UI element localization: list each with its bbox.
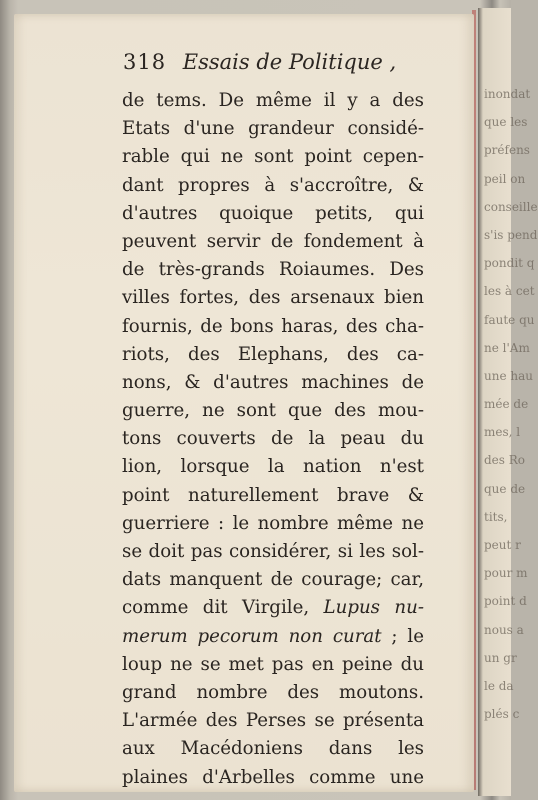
text-line: de très-grands Roiaumes. Des <box>122 259 424 281</box>
text-line: point naturellement brave & <box>122 484 424 506</box>
facing-page-fragment: que les <box>484 115 528 130</box>
facing-page-fragment: pour m <box>484 566 528 581</box>
text-line <box>122 594 424 622</box>
facing-page-fragment: inondat <box>484 87 531 101</box>
text-line: plaines d'Arbelles comme une <box>122 766 424 788</box>
facing-page-fragment: nous a <box>484 622 524 637</box>
facing-page-text <box>484 80 538 728</box>
facing-page-fragment: conseille <box>484 199 538 214</box>
text-line <box>122 623 424 651</box>
facing-page-fragment: s'is pend <box>484 227 538 242</box>
text-line: lion, lorsque la nation n'est <box>122 456 424 478</box>
facing-page-fragment: ne l'Am <box>484 340 530 355</box>
facing-page-fragment: le da <box>484 678 514 693</box>
body-text <box>122 87 424 792</box>
text-line: tons couverts de la peau du <box>122 428 424 450</box>
facing-page-fragment: peut r <box>484 538 521 552</box>
text-line: d'autres quoique petits, qui <box>122 202 424 224</box>
facing-page-fragment: faute qu <box>484 312 535 327</box>
text-line: loup ne se met pas en peine du <box>122 653 424 675</box>
facing-page-fragment: les à cet <box>484 284 535 299</box>
text-line: L'armée des Perses se présenta <box>122 710 424 732</box>
text-line: guerriere : le nombre même ne <box>122 512 424 534</box>
latin-quote: Lupus nu- <box>323 597 424 619</box>
facing-page-fragment: que de <box>484 481 526 496</box>
facing-page-fragment: des Ro <box>484 453 526 468</box>
text-line: Etats d'une grandeur considé- <box>122 118 424 140</box>
text-line: guerre, ne sont que des mou- <box>122 400 424 422</box>
text-line: dant propres à s'accroître, & <box>122 174 424 196</box>
text-line: se doit pas considérer, si les sol- <box>122 541 424 562</box>
page-header <box>123 50 396 74</box>
text-line: fournis, de bons haras, des cha- <box>122 315 424 337</box>
facing-page-fragment: mée de <box>484 397 529 412</box>
facing-page-fragment: peil on <box>484 171 526 186</box>
text-span: comme dit Virgile, <box>122 597 324 619</box>
facing-page-fragment: une hau <box>484 368 533 383</box>
text-line: villes fortes, des arsenaux bien <box>122 287 424 309</box>
text-line: grand nombre des moutons. <box>122 681 424 703</box>
text-line: rable qui ne sont point cepen- <box>122 146 424 168</box>
text-line: peuvent servir de fondement à <box>122 230 424 252</box>
facing-page-fragment: point d <box>484 594 527 609</box>
facing-page-fragment: mes, l <box>484 425 521 440</box>
running-title: Essais de Politique , <box>182 50 397 74</box>
text-line: nons, & d'autres machines de <box>122 371 424 393</box>
page-number: 318 <box>123 50 167 74</box>
text-line: dats manquent de courage; car, <box>122 569 424 591</box>
facing-page-fragment: plés c <box>484 707 520 722</box>
facing-page-fragment: pondit q <box>484 256 535 271</box>
text-line: aux Macédoniens dans les <box>122 738 424 760</box>
latin-quote: merum pecorum non curat <box>122 625 392 647</box>
text-span: ; le <box>391 625 424 647</box>
text-line: de tems. De même il y a des <box>122 90 424 111</box>
facing-page-fragment: un gr <box>484 650 517 665</box>
facing-page-fragment: préfens <box>484 143 530 158</box>
text-line: riots, des Elephans, des ca- <box>122 343 424 365</box>
facing-page-fragment: tits, <box>484 509 508 524</box>
